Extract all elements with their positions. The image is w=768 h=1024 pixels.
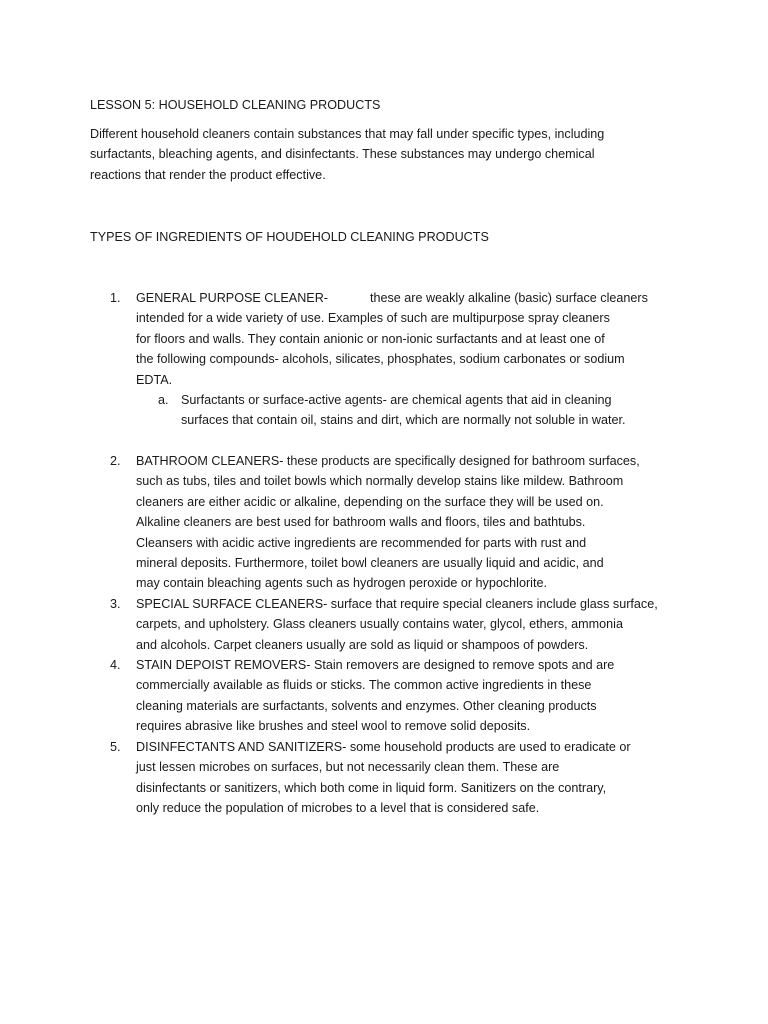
list-item-body	[136, 451, 716, 594]
list-item-line: mineral deposits. Furthermore, toilet bowl cleaners are usually liquid and acidic, and	[136, 556, 604, 571]
list-item-body	[136, 655, 716, 737]
list-item-line: carpets, and upholstery. Glass cleaners usually contains water, glycol, ethers, ammonia	[136, 617, 623, 632]
sub-item-line: surfaces that contain oil, stains and dirt, which are normally not soluble in water.	[181, 413, 626, 428]
list-item-line: such as tubs, tiles and toilet bowls which normally develop stains like mildew. Bathroom	[136, 474, 624, 489]
list-item-bathroom-cleaners	[110, 451, 710, 594]
types-heading: TYPES OF INGREDIENTS OF HOUDEHOLD CLEANING PRODUCTS	[90, 230, 489, 244]
list-item-line: Alkaline cleaners are best used for bathroom walls and floors, tiles and bathtubs.	[136, 515, 586, 530]
list-item-number: 5.	[110, 740, 121, 754]
intro-line: surfactants, bleaching agents, and disinfectants. These substances may undergo chemical	[90, 147, 595, 162]
list-item-line: DISINFECTANTS AND SANITIZERS- some household products are used to eradicate or	[136, 740, 631, 754]
list-item-stain-deposit-removers	[110, 655, 710, 737]
intro-line: Different household cleaners contain substances that may fall under specific types, including	[90, 127, 605, 141]
list-item-line: commercially available as fluids or sticks. The common active ingredients in these	[136, 678, 592, 693]
list-item-line: cleaners are either acidic or alkaline, depending on the surface they will be used on.	[136, 494, 604, 509]
intro-paragraph	[90, 124, 690, 185]
list-item-line: disinfectants or sanitizers, which both come in liquid form. Sanitizers on the contrary,	[136, 780, 607, 795]
list-item-line: BATHROOM CLEANERS- these products are specifically designed for bathroom surfaces,	[136, 454, 640, 468]
list-item-line: STAIN DEPOIST REMOVERS- Stain removers are designed to remove spots and are	[136, 658, 615, 672]
list-item-disinfectants-and-sanitizers	[110, 737, 710, 819]
list-item-first-line	[136, 288, 716, 308]
list-item-line: EDTA.	[136, 372, 173, 387]
list-item-title: GENERAL PURPOSE CLEANER-	[136, 291, 328, 305]
list-item-general-purpose-cleaner	[110, 288, 710, 390]
list-item-number: 4.	[110, 658, 121, 672]
intro-line: reactions that render the product effective.	[90, 167, 326, 182]
list-item-line: only reduce the population of microbes to a level that is considered safe.	[136, 801, 540, 816]
list-item-line: the following compounds- alcohols, silicates, phosphates, sodium carbonates or sodium	[136, 352, 625, 367]
list-item-number: 1.	[110, 291, 121, 305]
sub-item-letter: a.	[158, 393, 169, 407]
list-item-number: 2.	[110, 454, 121, 468]
list-item-first-line-rest: these are weakly alkaline (basic) surface cleaners	[370, 291, 648, 305]
sub-item-surfactants	[158, 390, 718, 431]
lesson-title: LESSON 5: HOUSEHOLD CLEANING PRODUCTS	[90, 98, 381, 112]
list-item-body	[136, 737, 716, 819]
list-item-line: Cleansers with acidic active ingredients are recommended for parts with rust and	[136, 535, 587, 550]
list-item-body	[136, 594, 716, 655]
list-item-line: may contain bleaching agents such as hydrogen peroxide or hypochlorite.	[136, 576, 547, 591]
list-item-body	[136, 288, 716, 390]
list-item-line: and alcohols. Carpet cleaners usually are sold as liquid or shampoos of powders.	[136, 637, 589, 652]
list-item-line: for floors and walls. They contain anionic or non-ionic surfactants and at least one of	[136, 331, 605, 346]
list-item-line: SPECIAL SURFACE CLEANERS- surface that require special cleaners include glass surface,	[136, 597, 658, 611]
list-item-line: cleaning materials are surfactants, solvents and enzymes. Other cleaning products	[136, 698, 597, 713]
list-item-special-surface-cleaners	[110, 594, 710, 656]
list-item-line: intended for a wide variety of use. Examples of such are multipurpose spray cleaners	[136, 311, 610, 326]
list-item-line: requires abrasive like brushes and steel wool to remove solid deposits.	[136, 719, 531, 734]
sub-item-body	[181, 390, 721, 431]
sub-item-line: Surfactants or surface-active agents- are chemical agents that aid in cleaning	[181, 393, 612, 407]
list-item-line: just lessen microbes on surfaces, but not necessarily clean them. These are	[136, 760, 560, 775]
list-item-number: 3.	[110, 597, 121, 611]
